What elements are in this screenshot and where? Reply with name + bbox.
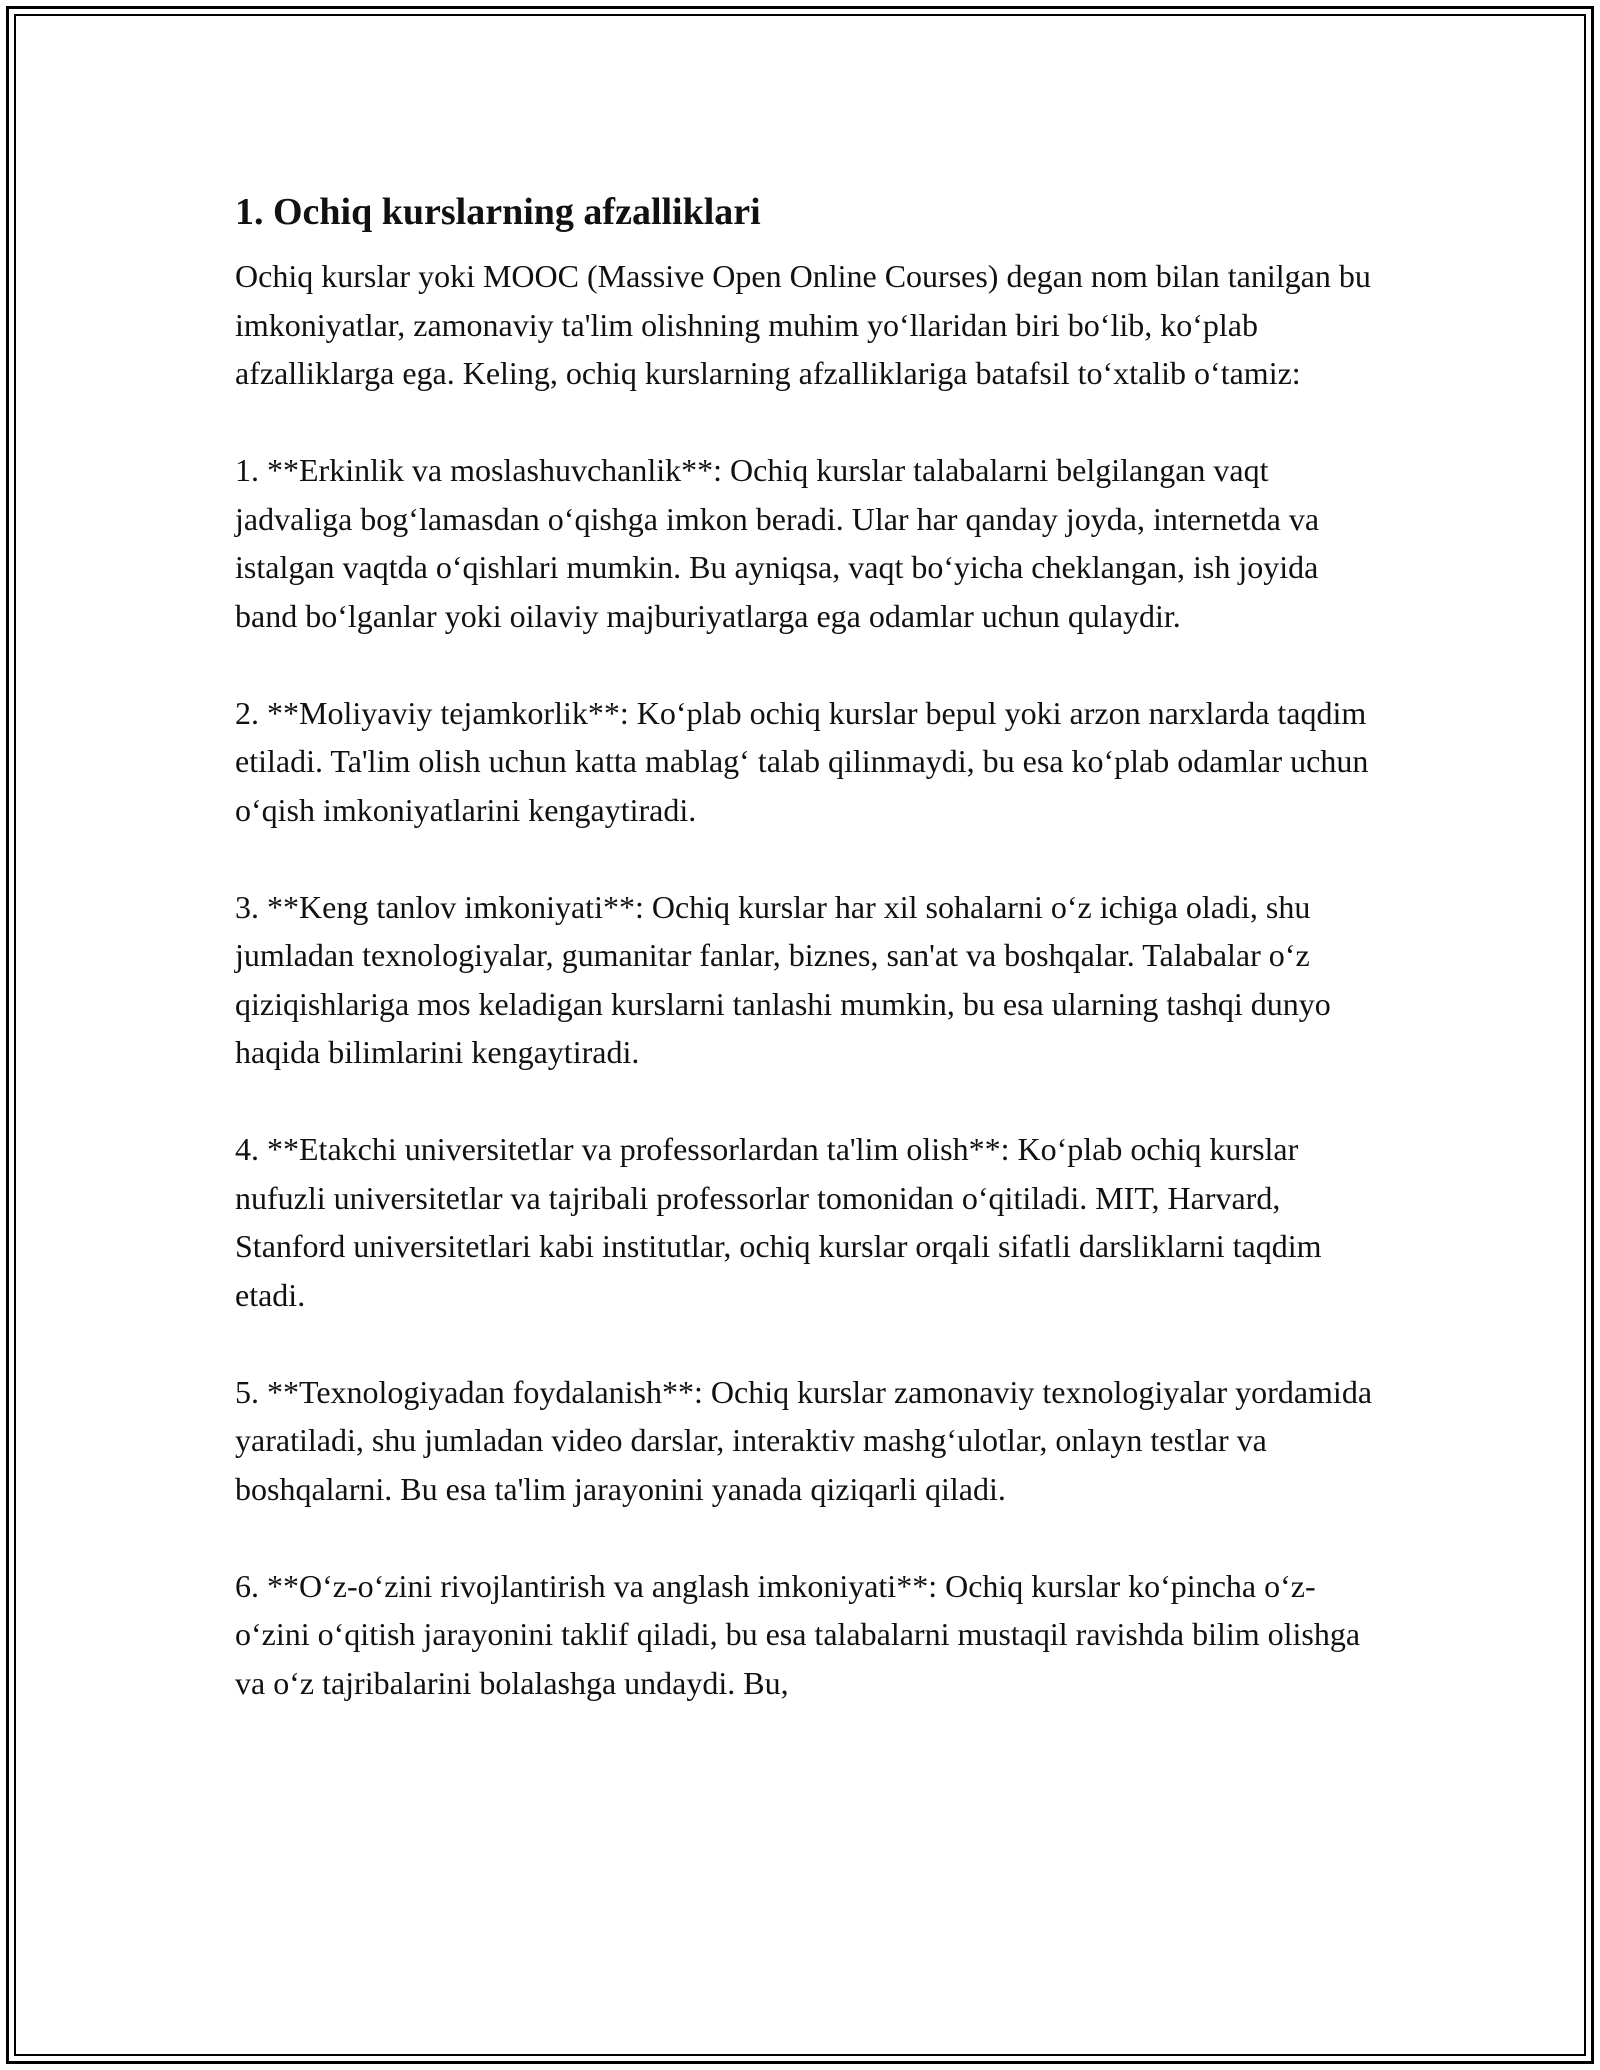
paragraph-item-2: 2. **Moliyaviy tejamkorlik**: Ko‘plab ochiq kurslar bepul yoki arzon narxlarda taqdim etiladi. Ta'lim olish uchun katta mablag‘ talab qilinmaydi, bu esa ko‘plab odamlar uchun o‘qish imkoniyatlarini kengaytiradi. [235,694,1369,828]
paragraph-item-4: 4. **Etakchi universitetlar va professorlardan ta'lim olish**: Ko‘plab ochiq kurslar nufuzli universitetlar va tajribali professorlar tomonidan o‘qitiladi. MIT, Harvard, Stanford universitetlari kabi institutlar, ochiq kurslar orqali sifatli darsliklarni taqdim etadi. [235,1131,1322,1313]
document-body [235,188,1385,1756]
section-heading: 1. Ochiq kurslarning afzalliklari [235,191,761,233]
paragraph-item-6: 6. **O‘z-o‘zini rivojlantirish va anglash imkoniyati**: Ochiq kurslar ko‘pincha o‘z-o‘zini o‘qitish jarayonini taklif qiladi, bu esa talabalarni mustaqil ravishda bilim olishga va o‘z tajribalarini bolalashga undaydi. Bu, [235,1567,1361,1701]
paragraph-item-1: 1. **Erkinlik va moslashuvchanlik**: Ochiq kurslar talabalarni belgilangan vaqt jadvaliga bog‘lamasdan o‘qishga imkon beradi. Ular har qanday joyda, internetda va istalgan vaqtda o‘qishlari mumkin. Bu ayniqsa, vaqt bo‘yicha cheklangan, ish joyida band bo‘lganlar yoki oilaviy majburiyatlarga ega odamlar uchun qulaydir. [235,452,1320,634]
paragraph-item-3: 3. **Keng tanlov imkoniyati**: Ochiq kurslar har xil sohalarni o‘z ichiga oladi, shu jumladan texnologiyalar, gumanitar fanlar, biznes, san'at va boshqalar. Talabalar o‘z qiziqishlariga mos keladigan kurslarni tanlashi mumkin, bu esa ularning tashqi dunyo haqida bilimlarini kengaytiradi. [235,888,1331,1070]
paragraph-item-5: 5. **Texnologiyadan foydalanish**: Ochiq kurslar zamonaviy texnologiyalar yordamida yaratiladi, shu jumladan video darslar, interaktiv mashg‘ulotlar, onlayn testlar va boshqalarni. Bu esa ta'lim jarayonini yanada qiziqarli qiladi. [235,1373,1373,1507]
paragraph-intro: Ochiq kurslar yoki MOOC (Massive Open Online Courses) degan nom bilan tanilgan bu imkoniyatlar, zamonaviy ta'lim olishning muhim yo‘llaridan biri bo‘lib, ko‘plab afzalliklarga ega. Keling, ochiq kurslarning afzalliklariga batafsil to‘xtalib o‘tamiz: [235,258,1371,391]
